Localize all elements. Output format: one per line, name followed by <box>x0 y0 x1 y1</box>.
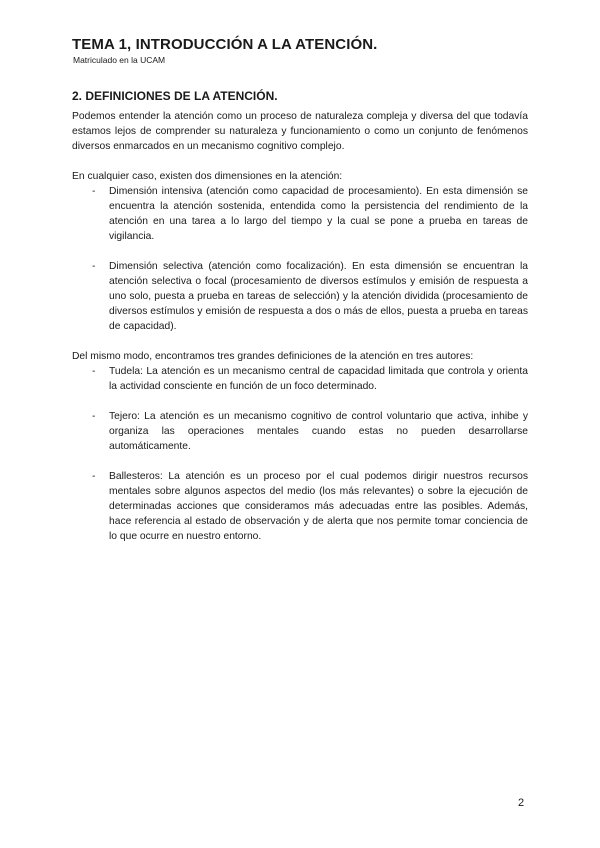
list-item <box>72 409 528 454</box>
dimensions-intro: En cualquier caso, existen dos dimensiones en la atención: <box>72 171 343 182</box>
author-tudela-text: Tudela: La atención es un mecanismo central de capacidad limitada que controla y orienta la actividad consciente en función de un foco determinado. <box>109 366 528 392</box>
dimension-intensiva-text: Dimensión intensiva (atención como capacidad de procesamiento). En esta dimensión se encuentra la atención sostenida, entendida como la persistencia del rendimiento de la atención en una tarea a lo largo del tiempo y la cual se pone a prueba en tareas de vigilancia. <box>109 186 528 242</box>
authors-list <box>72 364 528 544</box>
author-tejero-text: Tejero: La atención es un mecanismo cognitivo de control voluntario que activa, inhibe y organiza las operaciones mentales cuando estas no pueden desarrollarse automáticamente. <box>109 411 528 452</box>
list-item <box>72 259 528 334</box>
page-number: 2 <box>518 797 525 809</box>
author-ballesteros-text: Ballesteros: La atención es un proceso por el cual podemos dirigir nuestros recursos mentales sobre algunos aspectos del medio (los más relevantes) o sobre la ejecución de determinadas acciones que consideramos más adecuadas entre las posibles. Además, hace referencia al estado de observación y de alerta que nos permite tomar conciencia de lo que ocurre en nuestro entorno. <box>109 471 528 542</box>
document-page <box>72 36 528 544</box>
dimension-selectiva-text: Dimensión selectiva (atención como focalización). En esta dimensión se encuentran la atención selectiva o focal (procesamiento de diversos estímulos y emisión de respuesta a uno solo, puesta a prueba en tareas de selección) y la atención dividida (procesamiento de diversos estímulos y emisión de respuesta a dos o más de ellos, puesta a prueba en tareas de capacidad). <box>109 261 528 332</box>
bullet-dash: - <box>92 411 96 422</box>
section-heading: 2. DEFINICIONES DE LA ATENCIÓN. <box>72 89 278 103</box>
bullet-dash: - <box>92 471 96 482</box>
list-item <box>72 184 528 244</box>
bullet-dash: - <box>92 366 96 377</box>
intro-paragraph: Podemos entender la atención como un proceso de naturaleza compleja y diversa del que todavía estamos lejos de comprender su naturaleza y funcionamiento o como un conjunto de fenómenos diversos enmarcados en un mecanismo cognitivo complejo. <box>72 111 528 152</box>
bullet-dash: - <box>92 261 96 272</box>
document-subtitle: Matriculado en la UCAM <box>73 55 166 65</box>
list-item <box>72 364 528 394</box>
list-item <box>72 469 528 544</box>
authors-intro: Del mismo modo, encontramos tres grandes definiciones de la atención en tres autores: <box>72 351 474 362</box>
dimensions-list <box>72 184 528 334</box>
bullet-dash: - <box>92 186 96 197</box>
document-title: TEMA 1, INTRODUCCIÓN A LA ATENCIÓN. <box>72 36 378 53</box>
